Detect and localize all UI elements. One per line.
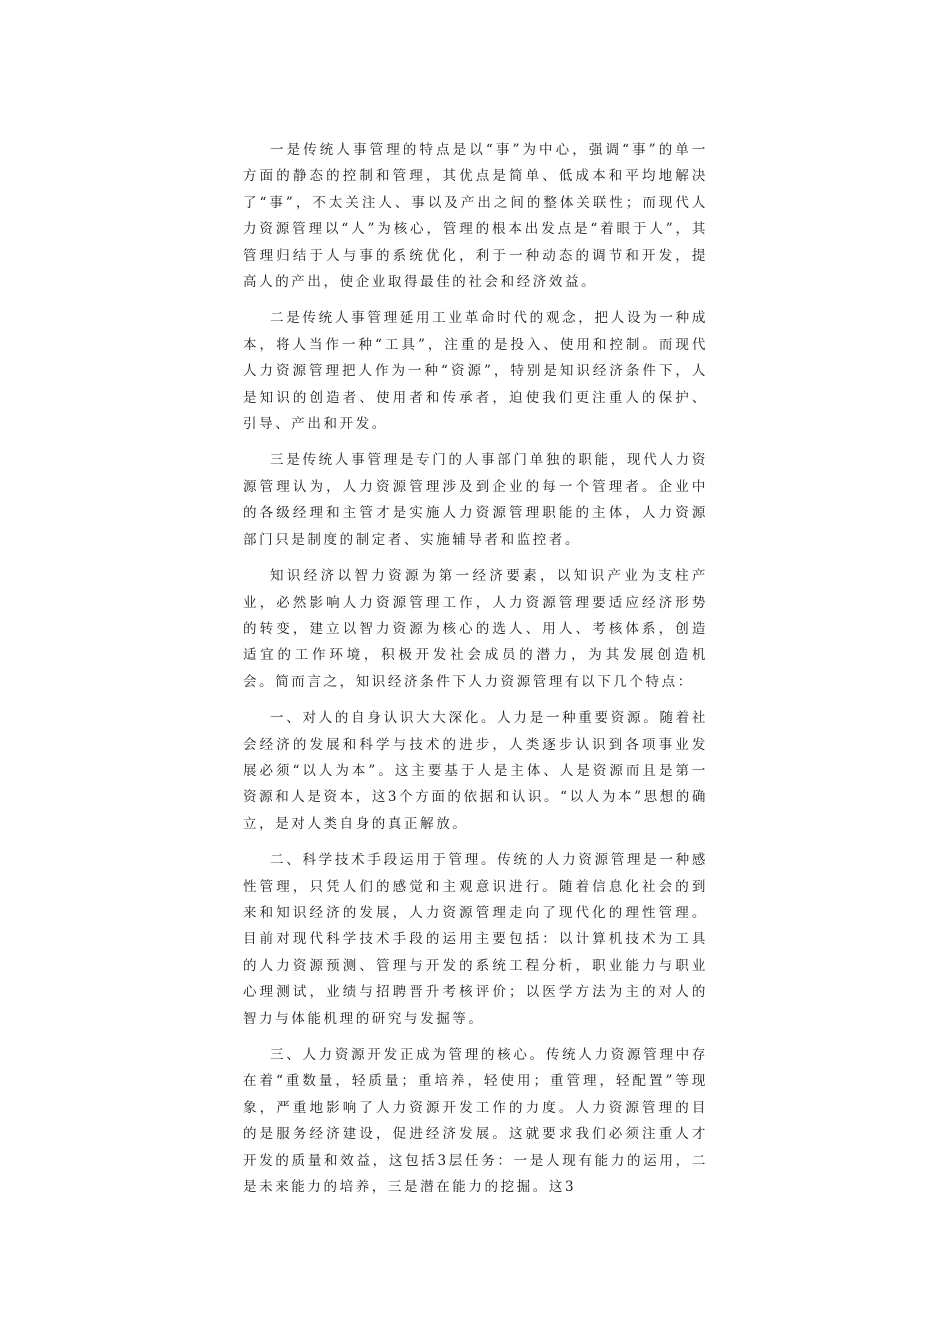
- paragraph-point-three: 三、人力资源开发正成为管理的核心。传统人力资源管理中存在着“重数量，轻质量；重培养，轻使用；重管理，轻配置”等现象，严重地影响了人力资源开发工作的力度。人力资源管理的目的是服务经济建设，促进经济发展。这就要求我们必须注重人才开发的质量和效益，这包括3层任务：一是人现有能力的运用，二是未来能力的培养，三是潜在能力的挖掘。这3: [243, 1047, 708, 1196]
- paragraph-management-responsibility: 三是传统人事管理是专门的人事部门单独的职能，现代人力资源管理认为，人力资源管理涉及到企业的每一个管理者。企业中的各级经理和主管才是实施人力资源管理职能的主体，人力资源部门只是制度的制定者、实施辅导者和监控者。: [243, 452, 708, 548]
- paragraph-point-one: 一、对人的自身认识大大深化。人力是一种重要资源。随着社会经济的发展和科学与技术的进步，人类逐步认识到各项事业发展必须“以人为本”。这主要基于人是主体、人是资源而且是第一资源和人是资本，这3个方面的依据和认识。“以人为本”思想的确立，是对人类自身的真正解放。: [243, 710, 708, 832]
- paragraph-person-as-resource: 二是传统人事管理延用工业革命时代的观念，把人设为一种成本，将人当作一种“工具”，注重的是投入、使用和控制。而现代人力资源管理把人作为一种“资源”，特别是知识经济条件下，人是知识的创造者、使用者和传承者，迫使我们更注重人的保护、引导、产出和开发。: [243, 310, 708, 433]
- paragraph-traditional-vs-modern-focus: 一是传统人事管理的特点是以“事”为中心，强调“事”的单一方面的静态的控制和管理，其优点是简单、低成本和平均地解决了“事”，不太关注人、事以及产出之间的整体关联性；而现代人力资源管理以“人”为核心，管理的根本出发点是“着眼于人”，其管理归结于人与事的系统优化，利于一种动态的调节和开发，提高人的产出，使企业取得最佳的社会和经济效益。: [243, 142, 708, 291]
- paragraph-knowledge-economy-intro: 知识经济以智力资源为第一经济要素，以知识产业为支柱产业，必然影响人力资源管理工作，人力资源管理要适应经济形势的转变，建立以智力资源为核心的选人、用人、考核体系，创造适宜的工作环境，积极开发社会成员的潜力，为其发展创造机会。简而言之，知识经济条件下人力资源管理有以下几个特点：: [243, 568, 708, 690]
- paragraph-point-two: 二、科学技术手段运用于管理。传统的人力资源管理是一种感性管理，只凭人们的感觉和主观意识进行。随着信息化社会的到来和知识经济的发展，人力资源管理走向了现代化的理性管理。目前对现代科学技术手段的运用主要包括：以计算机技术为工具的人力资源预测、管理与开发的系统工程分析，职业能力与职业心理测试，业绩与招聘晋升考核评价；以医学方法为主的对人的智力与体能机理的研究与发掘等。: [243, 852, 708, 1027]
- document-page: [243, 137, 708, 1210]
